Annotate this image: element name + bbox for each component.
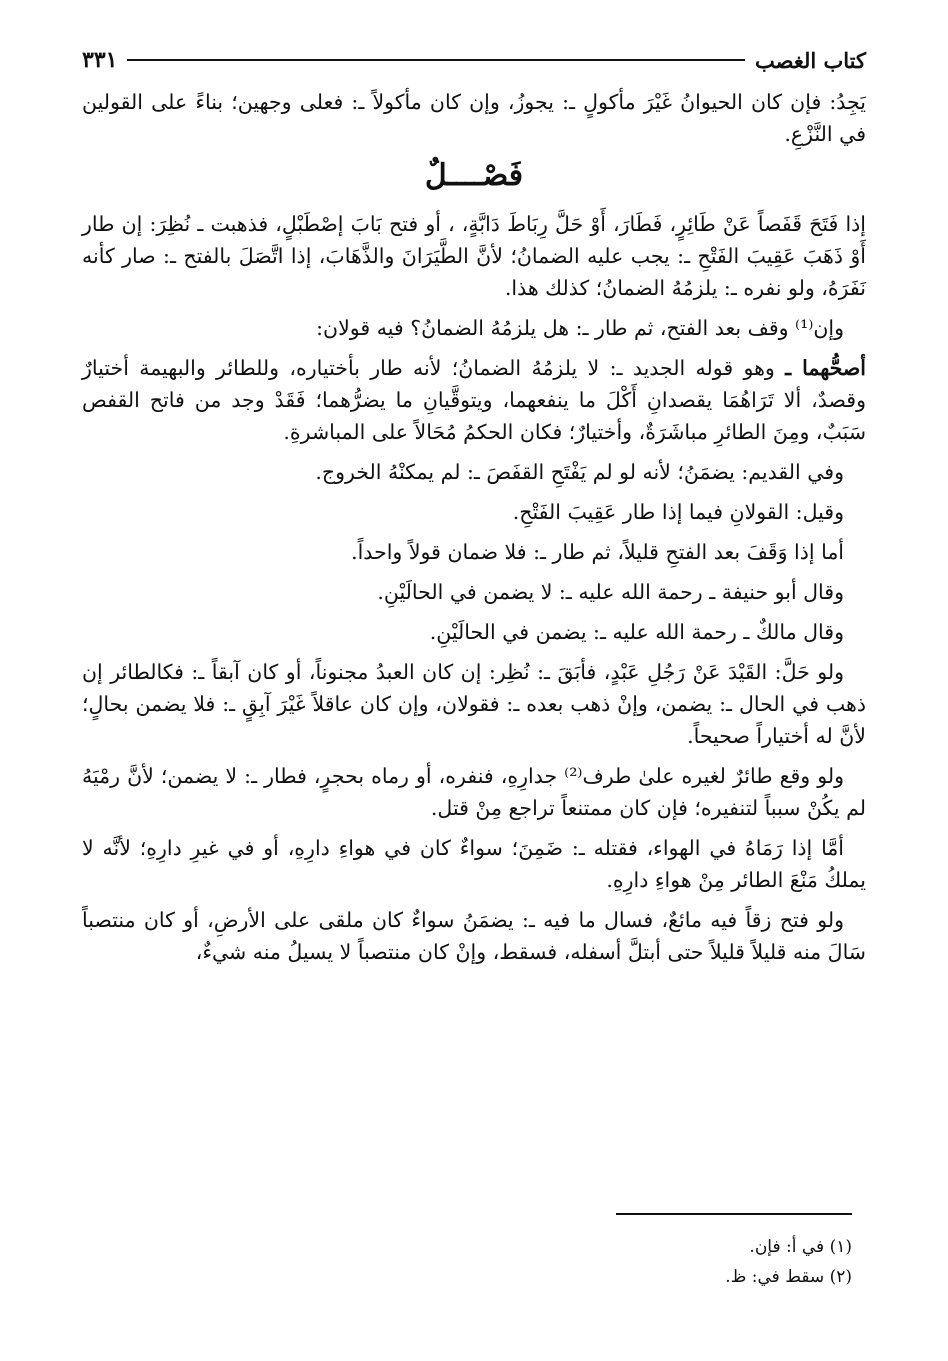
- paragraph: [82, 352, 866, 448]
- footnote-1: (١) في أ: فإن.: [749, 1237, 852, 1257]
- main-text: [82, 86, 866, 968]
- paragraph: ولو حَلَّ: القَيْدَ عَنْ رَجُلِ عَبْدٍ، فأبَقَ ـ: نُظِر: إن كان العبدُ مجنوناً، أو كان آبقاً ـ: فكالطائر إن ذهب في الحال ـ: يضمن، وإنْ ذهب بعده ـ: فقولان، وإن كان عاقلاً غَيْرَ آبِقٍ ـ: فلا يضمن بحالٍ؛ لأنَّ له أختياراً صحيحاً.: [82, 660, 866, 748]
- paragraph: ولو فتح زقاً فيه مائعٌ، فسال ما فيه ـ: يضمَنُ سواءٌ كان ملقى على الأرضِ، أو كان منتصباً سَالَ منه قليلاً قليلاً حتى أبتلَّ أسفله، فسقط، وإنْ كان منتصباً لا يسيلُ منه شيءٌ،: [82, 908, 866, 964]
- paragraph: وفي القديم: يضمَنُ؛ لأنه لو لم يَفْتَحِ القفَصَ ـ: لم يمكنْهُ الخروج.: [315, 460, 844, 484]
- paragraph: وقال مالكٌ ـ رحمة الله عليه ـ: يضمن في الحالَيْنِ.: [429, 620, 844, 644]
- book-title: كتاب الغصب: [754, 47, 866, 73]
- paragraph: أمَّا إذا رَمَاهُ في الهواء، فقتله ـ: ضَمِنَ؛ سواءٌ كان في هواءِ دارِهِ، أو في غيرِ دارِهِ؛ لأنَّه لا يملكُ مَنْعَ الطائر مِنْ هواءِ دارِهِ.: [82, 836, 866, 892]
- paragraph-text: وهو قوله الجديد ـ: لا يلزمُهُ الضمانُ؛ لأنه طار بأختياره، وللطائر والبهيمة أختيارٌ وقصدٌ، ألا تَرَاهُمَا يقصدانِ أَكْلَ ما ينفعهما، ويتوقَّيانِ ما يضرُّهما؛ فَقَدْ وجد من فاتح القفص سَبَبٌ، ومِنَ الطائرِ مباشَرَةٌ، وأختيارٌ؛ فكان الحكمُ مُحَالاً على المباشرةِ.: [82, 356, 866, 444]
- bold-term: أصحُّهما ـ: [785, 356, 866, 380]
- footnotes: [252, 1232, 852, 1292]
- page-number: ٣٣١: [82, 47, 118, 73]
- footnote-2: (٢) سقط في: ظ.: [725, 1267, 852, 1287]
- paragraph: ولو وقع طائرٌ لغيره علىٰ طرف⁽²⁾ جدارِهِ، فنفره، أو رماه بحجرٍ، فطار ـ: لا يضمن؛ لأنَّ رمْيَهُ لم يكُنْ سبباً لتنفيره؛ فإن كان ممتنعاً تراجع مِنْ قتل.: [82, 764, 866, 820]
- paragraph: وقيل: القولانِ فيما إذا طار عَقِيبَ الفَتْحِ.: [512, 500, 844, 524]
- paragraph: وإن⁽¹⁾ وقف بعد الفتح، ثم طار ـ: هل يلزمُهُ الضمانُ؟ فيه قولان:: [316, 316, 844, 340]
- page-header: [82, 40, 866, 80]
- paragraph: إذا فَتَحَ قَفَصاً عَنْ طَائِرٍ، فَطَارَ، أَوْ حَلَّ رِبَاطَ دَابَّةٍ، ، أو فتح بَابَ إصْطَبْلٍ، فذهبت ـ نُظِرَ: إن طار أَوْ ذَهَبَ عَقِيبَ الفَتْحِ ـ: يجب عليه الضمانُ؛ لأنَّ الطَّيَرَانَ والذَّهَابَ، إذا اتَّصَلَ بالفتح ـ: صار كأنه نَفَرَهُ، ولو نفره ـ: يلزمُهُ الضمانُ؛ كذلك هذا.: [82, 212, 866, 300]
- footnote-rule: [616, 1213, 852, 1215]
- paragraph: وقال أبو حنيفة ـ رحمة الله عليه ـ: لا يضمن في الحالَيْنِ.: [377, 580, 844, 604]
- section-title: فَصْــــلٌ: [424, 158, 524, 193]
- paragraph: أما إذا وَقَفَ بعد الفتحِ قليلاً، ثم طار ـ: فلا ضمان قولاً واحداً.: [351, 540, 844, 564]
- paragraph: يَجِدُ: فإن كان الحيوانُ غَيْرَ مأكولٍ ـ: يجوزُ، وإن كان مأكولاً ـ: فعلى وجهين؛ بناءً على القولين في النَّزْعِ.: [82, 90, 866, 146]
- header-rule: [127, 59, 745, 61]
